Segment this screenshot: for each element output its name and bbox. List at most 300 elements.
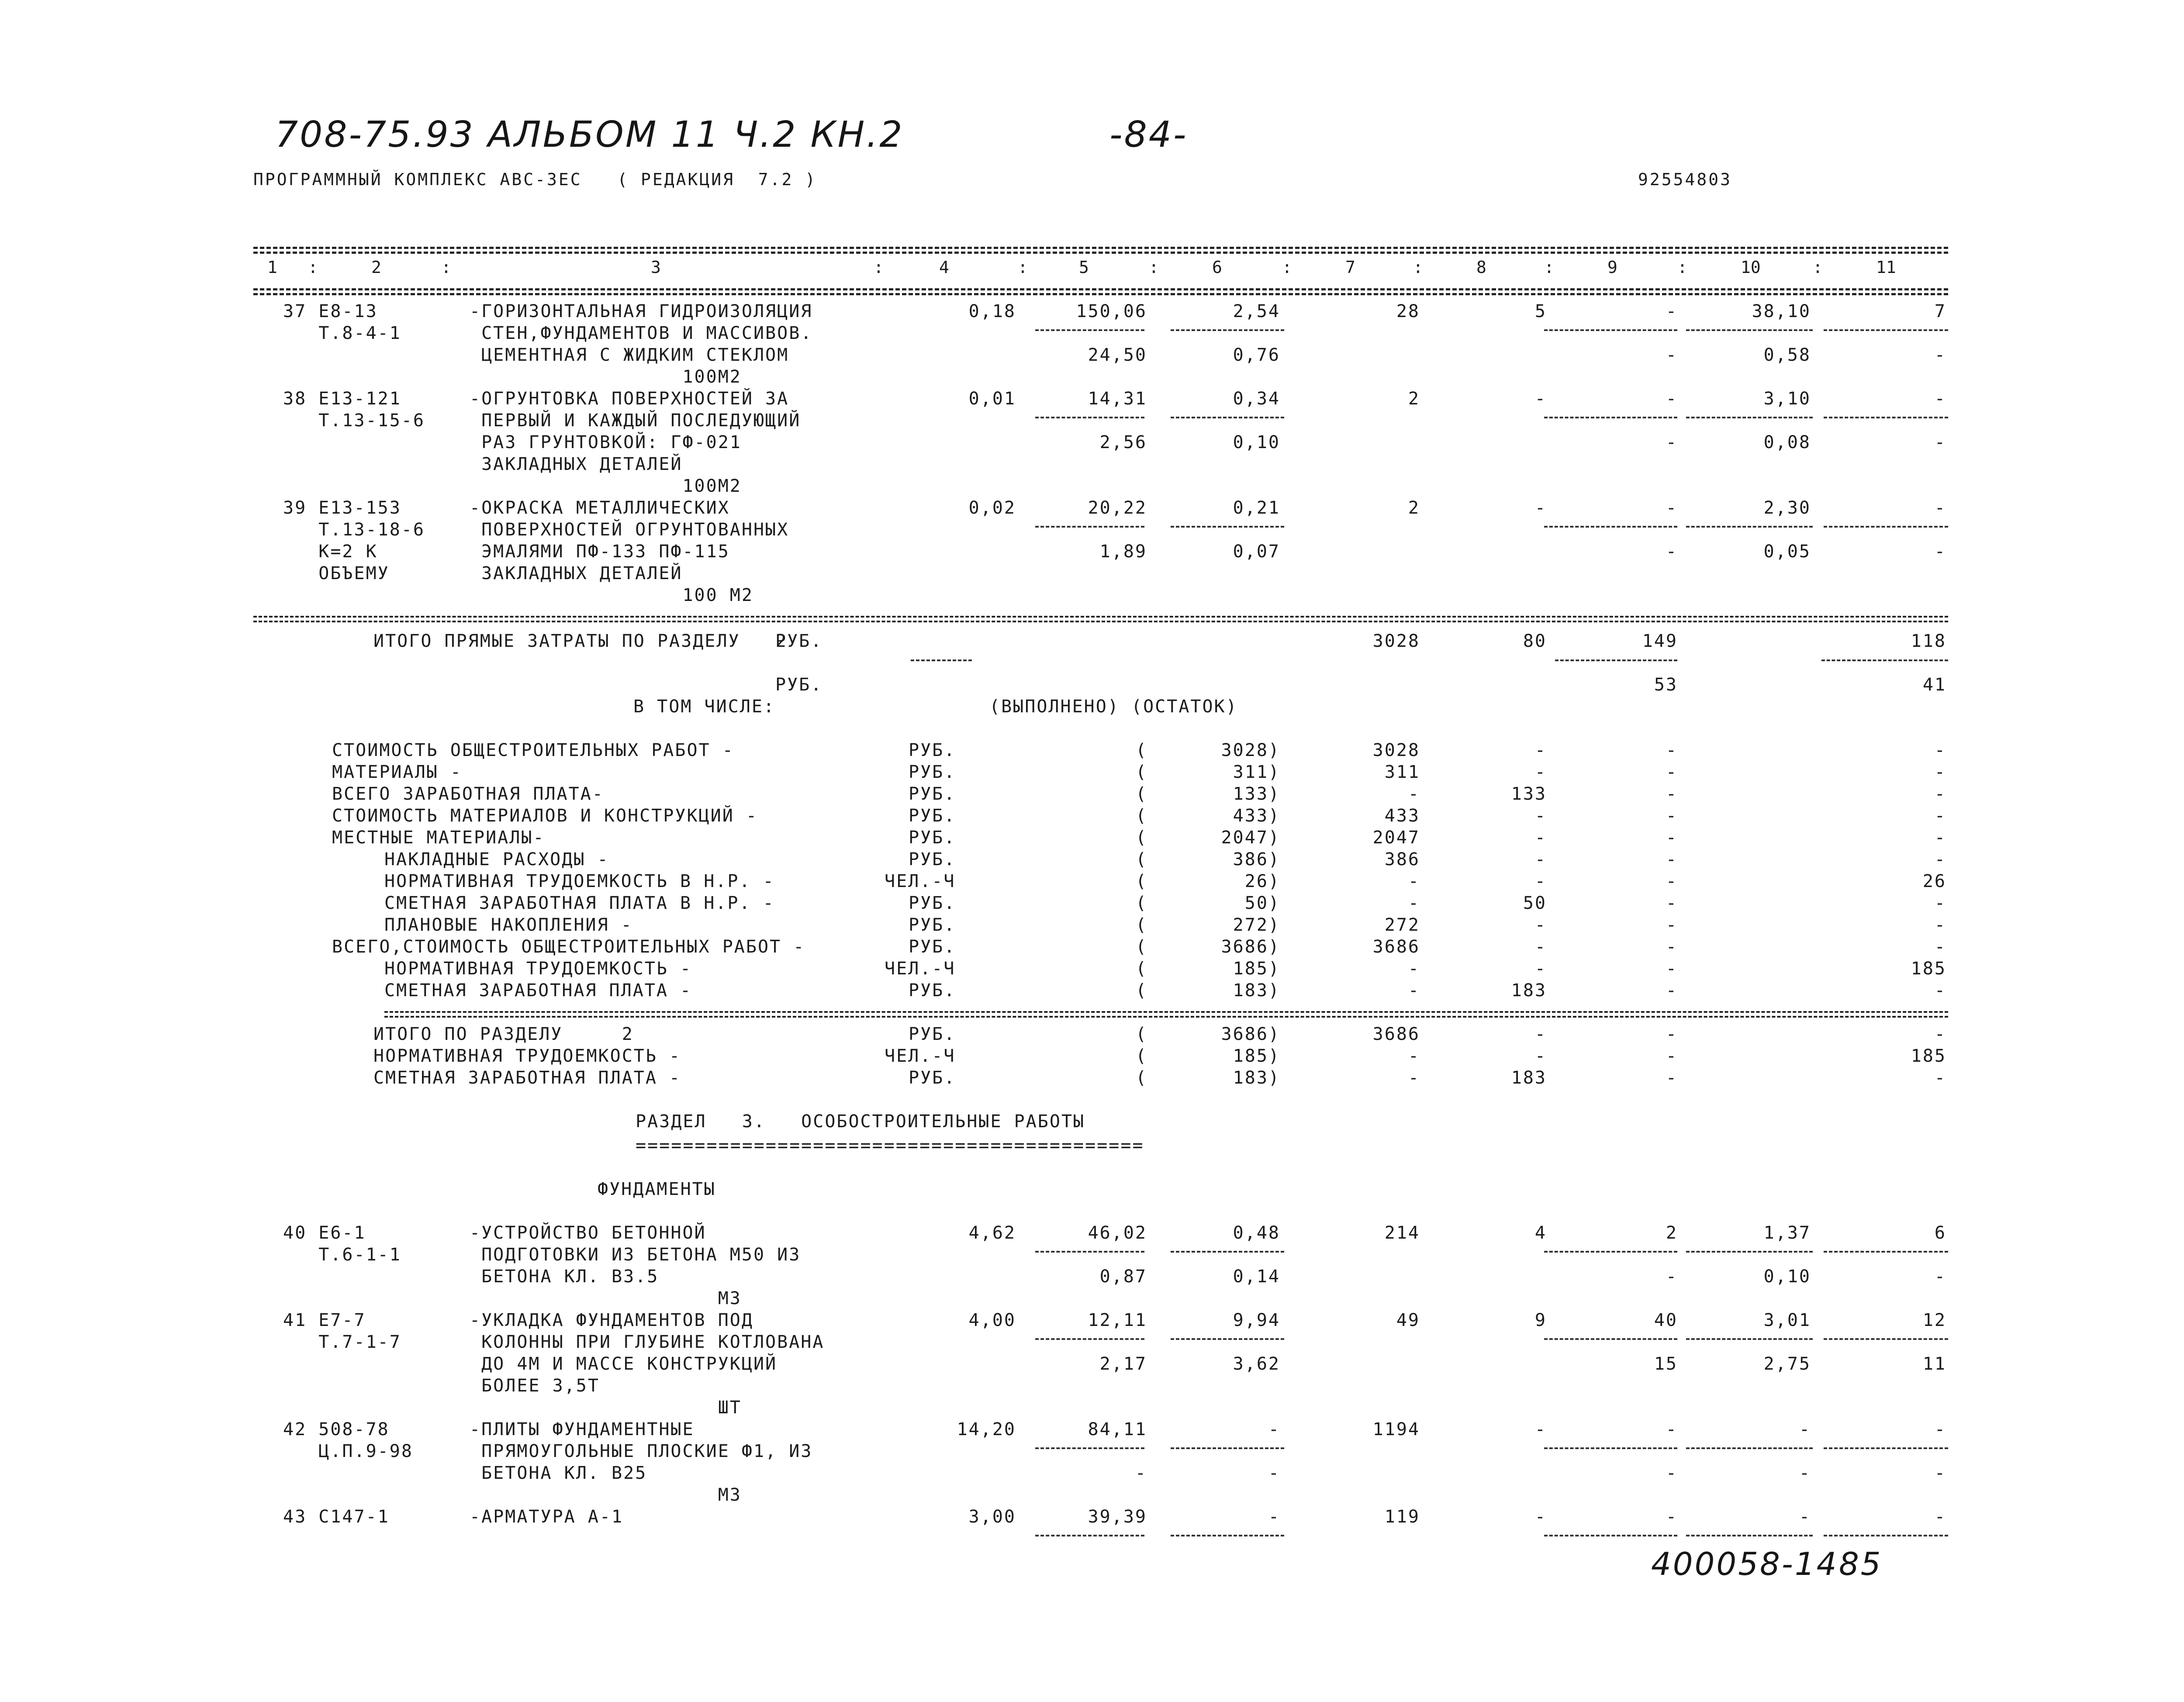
- breakdown-col7: -: [1408, 871, 1420, 891]
- breakdown-unit: РУБ.: [909, 915, 956, 935]
- breakdown-col7: 3686: [1372, 937, 1420, 957]
- cell-col8: -: [1534, 1507, 1547, 1527]
- header-bottom-rule: [253, 288, 1948, 290]
- row-code: ОБЪЕМУ: [283, 563, 390, 583]
- itogo-col8: 80: [1523, 631, 1547, 651]
- breakdown-label: ПЛАНОВЫЕ НАКОПЛЕНИЯ -: [384, 915, 633, 935]
- breakdown-col11: -: [1934, 806, 1946, 826]
- paren-open: (: [1136, 893, 1148, 913]
- breakdown-line: [0, 959, 2184, 980]
- col-sep: :: [1413, 258, 1423, 277]
- cell-total: 28: [1396, 301, 1420, 321]
- section-underline: ===========================================: [636, 1136, 1144, 1156]
- item-row-line: [0, 542, 2184, 563]
- breakdown-col11: -: [1934, 937, 1946, 957]
- cell-wage: 0,48: [1233, 1223, 1280, 1243]
- cell-quantity: 3,00: [968, 1507, 1016, 1527]
- itogo-razdel-value: 183): [1233, 1068, 1280, 1088]
- section-subtitle: ФУНДАМЕНТЫ: [598, 1179, 716, 1199]
- breakdown-col8: -: [1534, 959, 1547, 979]
- row-description: -ГОРИЗОНТАЛЬНАЯ ГИДРОИЗОЛЯЦИЯ: [470, 301, 813, 321]
- breakdown-line: [0, 937, 2184, 959]
- col5-underline: [1035, 1535, 1144, 1536]
- cell-wage: 0,10: [1233, 432, 1280, 452]
- cell-total: 49: [1396, 1310, 1420, 1330]
- cell-col8: -: [1534, 1419, 1547, 1440]
- row-description: ЦЕМЕНТНАЯ С ЖИДКИМ СТЕКЛОМ: [470, 345, 789, 365]
- itogo-razdel-label: НОРМАТИВНАЯ ТРУДОЕМКОСТЬ -: [373, 1046, 681, 1066]
- row-description: ПОВЕРХНОСТЕЙ ОГРУНТОВАННЫХ: [470, 520, 789, 540]
- row-code: 39 Е13-153: [283, 498, 401, 518]
- breakdown-col7: 3028: [1372, 740, 1420, 760]
- breakdown-col7: 2047: [1372, 828, 1420, 848]
- breakdown-col7: -: [1408, 959, 1420, 979]
- row-description: ПРЯМОУГОЛЬНЫЕ ПЛОСКИЕ Ф1, ИЗ: [470, 1441, 813, 1461]
- breakdown-line: [0, 740, 2184, 762]
- cell-col11: -: [1934, 1507, 1946, 1527]
- breakdown-label: МАТЕРИАЛЫ -: [332, 762, 462, 782]
- breakdown-line: [0, 849, 2184, 871]
- breakdown-value: 3686): [1221, 937, 1280, 957]
- breakdown-line: [0, 980, 2184, 1002]
- cell-col9: 40: [1654, 1310, 1678, 1330]
- handwritten-title: 708-75.93 АЛЬБОМ 11 Ч.2 КН.2: [275, 114, 904, 155]
- breakdown-col8: -: [1534, 871, 1547, 891]
- breakdown-label: ВСЕГО,СТОИМОСТЬ ОБЩЕСТРОИТЕЛЬНЫХ РАБОТ -: [332, 937, 805, 957]
- paren-open: (: [1136, 959, 1148, 979]
- header-top-rule: [253, 247, 1948, 249]
- row-code: Т.8-4-1: [283, 323, 401, 343]
- breakdown-col11: -: [1934, 893, 1946, 913]
- itogo-pryamye-line-2: [0, 675, 2184, 697]
- cell-col11: 11: [1922, 1354, 1946, 1374]
- cell-col9: -: [1666, 1507, 1678, 1527]
- breakdown-col11: 185: [1911, 959, 1946, 979]
- section-subtitle-line: [0, 1179, 2184, 1201]
- breakdown-unit: РУБ.: [909, 980, 956, 1001]
- totals-rule: [253, 616, 1948, 618]
- row-description: ШТ: [470, 1398, 742, 1418]
- breakdown-line: [0, 806, 2184, 828]
- row-description: -УСТРОЙСТВО БЕТОННОЙ: [470, 1223, 706, 1243]
- breakdown-col7: -: [1408, 893, 1420, 913]
- breakdown-col8: -: [1534, 762, 1547, 782]
- v-tom-chisle-line: [0, 697, 2184, 718]
- cell-unit-cost: 46,02: [1088, 1223, 1147, 1243]
- cell-total: 2: [1408, 389, 1420, 409]
- cell-col9: -: [1666, 1267, 1678, 1287]
- row-code: 40 Е6-1: [283, 1223, 366, 1243]
- breakdown-col11: -: [1934, 762, 1946, 782]
- col-sep: :: [1544, 258, 1554, 277]
- cell-unit-cost: 84,11: [1088, 1419, 1147, 1440]
- breakdown-label: СМЕТНАЯ ЗАРАБОТНАЯ ПЛАТА -: [384, 980, 692, 1001]
- col-header-3: 3: [651, 258, 661, 277]
- item-row-2-line: [0, 1507, 2184, 1529]
- cell-col11: -: [1934, 432, 1946, 452]
- row-description: ПОДГОТОВКИ ИЗ БЕТОНА М50 ИЗ: [470, 1245, 801, 1265]
- cell-col8: -: [1534, 498, 1547, 518]
- section-title: РАЗДЕЛ 3. ОСОБОСТРОИТЕЛЬНЫЕ РАБОТЫ: [636, 1112, 1085, 1132]
- breakdown-col8: 50: [1523, 893, 1547, 913]
- item-row-2-line: [0, 1463, 2184, 1485]
- breakdown-unit: РУБ.: [909, 784, 956, 804]
- breakdown-col11: -: [1934, 784, 1946, 804]
- cell-col10: 3,01: [1763, 1310, 1811, 1330]
- itogo-razdel-unit: ЧЕЛ.-Ч: [885, 1046, 956, 1066]
- col-header-2: 2: [371, 258, 381, 277]
- cell-col9: -: [1666, 389, 1678, 409]
- itogo-razdel-unit: РУБ.: [909, 1024, 956, 1044]
- totals-rule-2: [253, 621, 1948, 622]
- section-underline-line: [0, 1136, 2184, 1157]
- itogo-col9: 149: [1642, 631, 1678, 651]
- row-description: ЗАКЛАДНЫХ ДЕТАЛЕЙ: [470, 563, 683, 583]
- cell-col9: 15: [1654, 1354, 1678, 1374]
- cell-col8: 9: [1534, 1310, 1547, 1330]
- item-row-2-line: [0, 1376, 2184, 1398]
- item-row-2-line: [0, 1419, 2184, 1441]
- cell-quantity: 4,00: [968, 1310, 1016, 1330]
- cell-wage: -: [1268, 1463, 1280, 1483]
- breakdown-label: СТОИМОСТЬ ОБЩЕСТРОИТЕЛЬНЫХ РАБОТ -: [332, 740, 734, 760]
- breakdown-col9: -: [1666, 828, 1678, 848]
- breakdown-col9: -: [1666, 762, 1678, 782]
- paren-open: (: [1136, 828, 1148, 848]
- breakdown-col8: -: [1534, 849, 1547, 870]
- breakdown-col9: -: [1666, 871, 1678, 891]
- breakdown-col11: -: [1934, 828, 1946, 848]
- col-header-11: 11: [1876, 258, 1896, 277]
- cell-col8: 4: [1534, 1223, 1547, 1243]
- col-sep: :: [441, 258, 451, 277]
- breakdown-col8: 133: [1511, 784, 1547, 804]
- item-row-2-line: [0, 1288, 2184, 1310]
- col-header-10: 10: [1741, 258, 1761, 277]
- breakdown-col8: 183: [1511, 980, 1547, 1001]
- breakdown-col9: -: [1666, 849, 1678, 870]
- cell-col8: 5: [1534, 301, 1547, 321]
- breakdown-col7: -: [1408, 980, 1420, 1001]
- breakdown-col9: -: [1666, 959, 1678, 979]
- cell-quantity: 0,18: [968, 301, 1016, 321]
- col10-underline: [1686, 1535, 1813, 1536]
- cell-col11: 6: [1934, 1223, 1946, 1243]
- col9-underline: [1555, 659, 1677, 661]
- breakdown-label: НОРМАТИВНАЯ ТРУДОЕМКОСТЬ В Н.Р. -: [384, 871, 775, 891]
- paren-open: (: [1136, 1024, 1148, 1044]
- item-row-2-line: [0, 1267, 2184, 1288]
- breakdown-value: 433): [1233, 806, 1280, 826]
- cell-total: 214: [1384, 1223, 1420, 1243]
- col-header-6: 6: [1212, 258, 1222, 277]
- row-code: 37 Е8-13: [283, 301, 378, 321]
- cell-unit-cost: 2,56: [1099, 432, 1147, 452]
- item-row-line: [0, 411, 2184, 432]
- cell-col10: 38,10: [1752, 301, 1811, 321]
- breakdown-unit: РУБ.: [909, 937, 956, 957]
- page-number: -84-: [1109, 114, 1188, 155]
- cell-col9: -: [1666, 432, 1678, 452]
- row-description: БЕТОНА КЛ. В25: [470, 1463, 647, 1483]
- cell-quantity: 0,02: [968, 498, 1016, 518]
- cell-wage: 9,94: [1233, 1310, 1280, 1330]
- paren-open: (: [1136, 762, 1148, 782]
- unit-underline: [911, 659, 972, 661]
- row-description: 100М2: [470, 367, 742, 387]
- cell-col9: -: [1666, 345, 1678, 365]
- breakdown-label: НОРМАТИВНАЯ ТРУДОЕМКОСТЬ -: [384, 959, 692, 979]
- col-sep: :: [308, 258, 318, 277]
- itogo-razdel-label: СМЕТНАЯ ЗАРАБОТНАЯ ПЛАТА -: [373, 1068, 681, 1088]
- breakdown-value: 185): [1233, 959, 1280, 979]
- cell-total: 1194: [1372, 1419, 1420, 1440]
- item-row-line: [0, 389, 2184, 411]
- paren-open: (: [1136, 915, 1148, 935]
- breakdown-line: [0, 893, 2184, 915]
- cell-col11: -: [1934, 1419, 1946, 1440]
- breakdown-col7: 433: [1384, 806, 1420, 826]
- section-title-line: [0, 1112, 2184, 1133]
- item-row-2-line: [0, 1310, 2184, 1332]
- breakdown-line: [0, 828, 2184, 849]
- cell-wage: 0,76: [1233, 345, 1280, 365]
- cell-col9: -: [1666, 498, 1678, 518]
- row-description: М3: [470, 1485, 742, 1505]
- itogo-razdel-rule: [384, 1011, 1948, 1013]
- breakdown-value: 311): [1233, 762, 1280, 782]
- cell-col10: -: [1799, 1419, 1811, 1440]
- row-description: 100 М2: [470, 585, 753, 605]
- cell-col11: -: [1934, 542, 1946, 562]
- cell-wage: -: [1268, 1419, 1280, 1440]
- row-code: Т.6-1-1: [283, 1245, 401, 1265]
- cell-col8: -: [1534, 389, 1547, 409]
- breakdown-col9: -: [1666, 937, 1678, 957]
- breakdown-value: 183): [1233, 980, 1280, 1001]
- cell-wage: 2,54: [1233, 301, 1280, 321]
- col-sep: :: [874, 258, 884, 277]
- row-description: 100М2: [470, 476, 742, 496]
- row-code: Ц.П.9-98: [283, 1441, 413, 1461]
- row-description: БЕТОНА КЛ. В3.5: [470, 1267, 659, 1287]
- breakdown-col8: -: [1534, 806, 1547, 826]
- cell-col10: 0,08: [1763, 432, 1811, 452]
- cell-col11: -: [1934, 389, 1946, 409]
- row-description: ЗАКЛАДНЫХ ДЕТАЛЕЙ: [470, 454, 683, 474]
- item-row-2-line: [0, 1332, 2184, 1354]
- breakdown-col11: -: [1934, 915, 1946, 935]
- col-sep: :: [1149, 258, 1159, 277]
- itogo-col9-b: 53: [1654, 675, 1678, 695]
- vypolneno-ostatok-label: (ВЫПОЛНЕНО) (ОСТАТОК): [989, 697, 1238, 717]
- item-row-2-line: [0, 1485, 2184, 1507]
- cell-quantity: 0,01: [968, 389, 1016, 409]
- itogo-total: 3028: [1372, 631, 1420, 651]
- item-row-line: [0, 498, 2184, 520]
- paren-open: (: [1136, 784, 1148, 804]
- col11-underline: [1824, 1535, 1948, 1536]
- itogo-razdel-value: 3686): [1221, 1024, 1280, 1044]
- breakdown-col9: -: [1666, 784, 1678, 804]
- row-description: -ОГРУНТОВКА ПОВЕРХНОСТЕЙ ЗА: [470, 389, 789, 409]
- row-description: -ОКРАСКА МЕТАЛЛИЧЕСКИХ: [470, 498, 730, 518]
- col-header-9: 9: [1607, 258, 1617, 277]
- breakdown-line: [0, 762, 2184, 784]
- cell-wage: 0,34: [1233, 389, 1280, 409]
- cell-wage: 0,07: [1233, 542, 1280, 562]
- row-description: КОЛОННЫ ПРИ ГЛУБИНЕ КОТЛОВАНА: [470, 1332, 825, 1352]
- itogo-razdel-line: [0, 1068, 2184, 1090]
- cell-quantity: 14,20: [957, 1419, 1016, 1440]
- breakdown-col9: -: [1666, 740, 1678, 760]
- col9-underline: [1544, 1535, 1677, 1536]
- row-code: К=2 К: [283, 542, 378, 562]
- paren-open: (: [1136, 1046, 1148, 1066]
- col-header-7: 7: [1345, 258, 1355, 277]
- cell-col10: 2,30: [1763, 498, 1811, 518]
- itogo-col11-b: 41: [1922, 675, 1946, 695]
- breakdown-value: 2047): [1221, 828, 1280, 848]
- col-header-4: 4: [939, 258, 949, 277]
- col-sep: :: [1282, 258, 1292, 277]
- breakdown-col9: -: [1666, 893, 1678, 913]
- v-tom-chisle-label: В ТОМ ЧИСЛЕ:: [633, 697, 775, 717]
- row-code: Т.13-18-6: [283, 520, 425, 540]
- breakdown-value: 272): [1233, 915, 1280, 935]
- itogo-razdel-col9: -: [1666, 1068, 1678, 1088]
- col-header-8: 8: [1476, 258, 1486, 277]
- cell-col10: 0,58: [1763, 345, 1811, 365]
- col-header-1: 1: [267, 258, 277, 277]
- item-row-line: [0, 432, 2184, 454]
- cell-col10: -: [1799, 1463, 1811, 1483]
- col6-underline: [1171, 1535, 1284, 1536]
- col-sep: :: [1018, 258, 1028, 277]
- itogo-razdel-col7: -: [1408, 1068, 1420, 1088]
- item-row-line: [0, 563, 2184, 585]
- itogo-col11: 118: [1911, 631, 1946, 651]
- col-sep: :: [1677, 258, 1687, 277]
- itogo-razdel-label: ИТОГО ПО РАЗДЕЛУ 2: [373, 1024, 634, 1044]
- row-description: -АРМАТУРА А-1: [470, 1507, 624, 1527]
- cell-col11: -: [1934, 345, 1946, 365]
- cell-total: 2: [1408, 498, 1420, 518]
- item-row-line: [0, 454, 2184, 476]
- breakdown-col7: 272: [1384, 915, 1420, 935]
- breakdown-col11: 26: [1922, 871, 1946, 891]
- cell-total: 119: [1384, 1507, 1420, 1527]
- row-code: 38 Е13-121: [283, 389, 401, 409]
- breakdown-line: [0, 784, 2184, 806]
- item-row-line: [0, 323, 2184, 345]
- breakdown-col9: -: [1666, 806, 1678, 826]
- breakdown-col8: -: [1534, 915, 1547, 935]
- cell-col11: 12: [1922, 1310, 1946, 1330]
- item-row-2-line: [0, 1398, 2184, 1419]
- cell-unit-cost: -: [1135, 1463, 1147, 1483]
- cell-col10: 1,37: [1763, 1223, 1811, 1243]
- breakdown-unit: ЧЕЛ.-Ч: [885, 871, 956, 891]
- itogo-razdel-rule-2: [384, 1016, 1948, 1018]
- itogo-pryamye-unit-2: РУБ.: [775, 675, 823, 695]
- itogo-razdel-col9: -: [1666, 1046, 1678, 1066]
- itogo-pryamye-label: ИТОГО ПРЯМЫЕ ЗАТРАТЫ ПО РАЗДЕЛУ 2: [373, 631, 788, 651]
- header-bottom-rule-2: [253, 293, 1948, 295]
- handwritten-footer-page: 85: [1839, 1546, 1883, 1582]
- cell-unit-cost: 39,39: [1088, 1507, 1147, 1527]
- program-label: ПРОГРАММНЫЙ КОМПЛЕКС АВС-3ЕС ( РЕДАКЦИЯ 7.2 ): [253, 170, 817, 189]
- row-description: ПЕРВЫЙ И КАЖДЫЙ ПОСЛЕДУЮЩИЙ: [470, 411, 801, 431]
- item-row-2-line: [0, 1441, 2184, 1463]
- breakdown-col8: -: [1534, 828, 1547, 848]
- col-sep: :: [1813, 258, 1823, 277]
- cell-col9: 2: [1666, 1223, 1678, 1243]
- cell-col11: -: [1934, 1267, 1946, 1287]
- document-code: 92554803: [1638, 170, 1732, 189]
- itogo-razdel-col8: -: [1534, 1024, 1547, 1044]
- breakdown-value: 386): [1233, 849, 1280, 870]
- cell-col10: -: [1799, 1507, 1811, 1527]
- itogo-razdel-col8: -: [1534, 1046, 1547, 1066]
- itogo-razdel-col7: 3686: [1372, 1024, 1420, 1044]
- item-row-line: [0, 585, 2184, 607]
- breakdown-unit: РУБ.: [909, 828, 956, 848]
- item-row-2-line: [0, 1354, 2184, 1376]
- cell-unit-cost: 20,22: [1088, 498, 1147, 518]
- paren-open: (: [1136, 871, 1148, 891]
- cell-unit-cost: 14,31: [1088, 389, 1147, 409]
- cell-col10: 3,10: [1763, 389, 1811, 409]
- paren-open: (: [1136, 806, 1148, 826]
- itogo-razdel-line: [0, 1046, 2184, 1068]
- row-description: -УКЛАДКА ФУНДАМЕНТОВ ПОД: [470, 1310, 753, 1330]
- cell-unit-cost: 0,87: [1099, 1267, 1147, 1287]
- item-row-line: [0, 345, 2184, 367]
- paren-open: (: [1136, 740, 1148, 760]
- row-code: 43 С147-1: [283, 1507, 390, 1527]
- breakdown-label: СТОИМОСТЬ МАТЕРИАЛОВ И КОНСТРУКЦИЙ -: [332, 806, 758, 826]
- item-row-2-line: [0, 1245, 2184, 1267]
- cell-wage: 0,14: [1233, 1267, 1280, 1287]
- breakdown-col7: -: [1408, 784, 1420, 804]
- itogo-pryamye-unit: РУБ.: [775, 631, 823, 651]
- breakdown-line: [0, 871, 2184, 893]
- cell-unit-cost: 1,89: [1099, 542, 1147, 562]
- breakdown-value: 133): [1233, 784, 1280, 804]
- cell-col9: -: [1666, 542, 1678, 562]
- row-description: БОЛЕЕ 3,5Т: [470, 1376, 600, 1396]
- header-top-rule-2: [253, 252, 1948, 254]
- item-row-line: [0, 476, 2184, 498]
- cell-wage: 3,62: [1233, 1354, 1280, 1374]
- row-code: Т.13-15-6: [283, 411, 425, 431]
- breakdown-col11: -: [1934, 740, 1946, 760]
- breakdown-col11: -: [1934, 849, 1946, 870]
- cell-wage: -: [1268, 1507, 1280, 1527]
- paren-open: (: [1136, 1068, 1148, 1088]
- breakdown-col7: 311: [1384, 762, 1420, 782]
- row-description: М3: [470, 1288, 742, 1308]
- breakdown-value: 50): [1244, 893, 1280, 913]
- col11-underline: [1821, 659, 1948, 661]
- row-description: СТЕН,ФУНДАМЕНТОВ И МАССИВОВ.: [470, 323, 813, 343]
- cell-col9: -: [1666, 1463, 1678, 1483]
- col-header-5: 5: [1079, 258, 1089, 277]
- breakdown-line: [0, 915, 2184, 937]
- cell-quantity: 4,62: [968, 1223, 1016, 1243]
- itogo-razdel-line: [0, 1024, 2184, 1046]
